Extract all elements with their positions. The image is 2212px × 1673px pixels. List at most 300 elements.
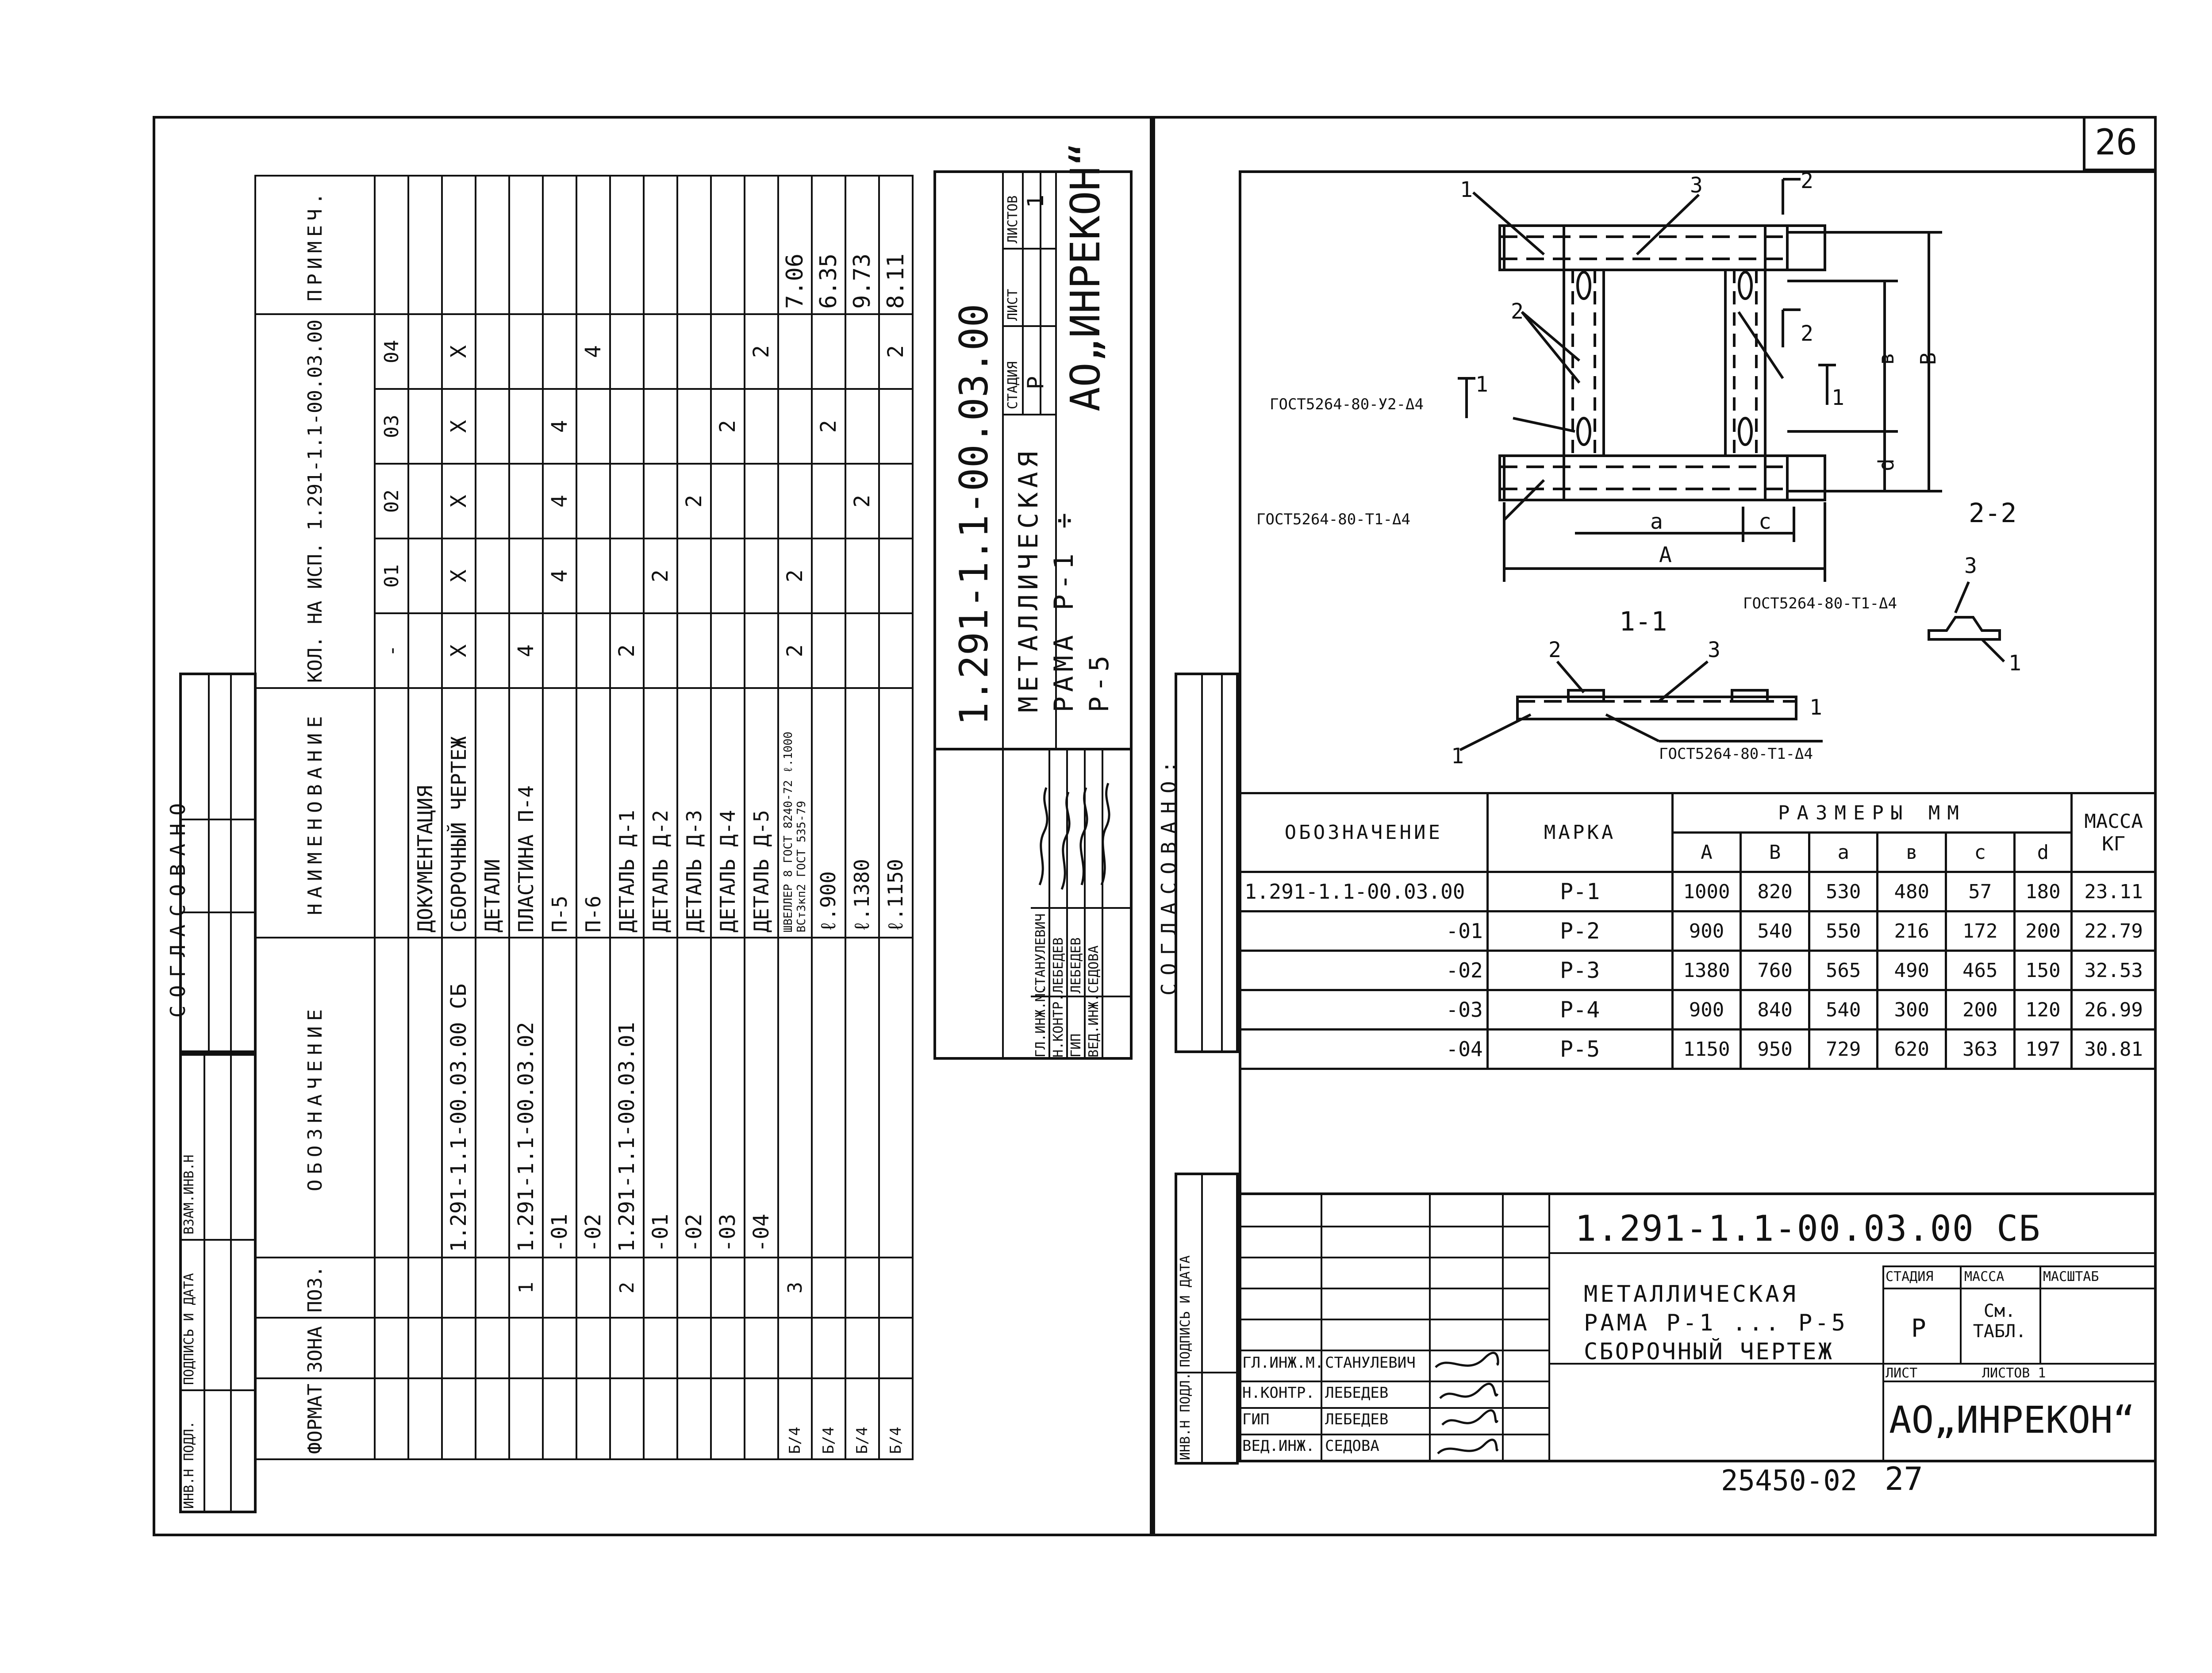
left-signer-name: ЛЕБЕДЕВ	[1068, 937, 1084, 993]
right-signer-name: ЛЕБЕДЕВ	[1325, 1384, 1389, 1402]
spec-pos	[745, 1258, 778, 1318]
spec-designation	[778, 938, 812, 1257]
right-signer-name: СТАНУЛЕВИЧ	[1325, 1354, 1416, 1372]
spec-qty: 4	[576, 314, 610, 389]
spec-designation	[812, 938, 845, 1257]
section-mark: 1	[1475, 372, 1488, 397]
spec-row	[711, 176, 745, 1459]
dim-B: В	[1916, 352, 1941, 365]
spec-designation: 1.291-1.1-00.03.01	[610, 938, 644, 1257]
dim-header-row	[1240, 793, 2156, 833]
spec-zone	[509, 1318, 543, 1378]
spec-designation	[845, 938, 879, 1257]
dim-size: 300	[1878, 990, 1946, 1030]
spec-pos	[442, 1258, 476, 1318]
spec-qty	[476, 538, 509, 613]
left-sheet-label: ЛИСТ	[1005, 288, 1021, 321]
spec-row	[845, 176, 879, 1459]
spec-qty	[879, 389, 913, 464]
spec-qty	[845, 538, 879, 613]
spec-qty	[677, 538, 711, 613]
dim-mass: 23.11	[2072, 872, 2156, 911]
bottom-channel	[1500, 456, 1787, 500]
spec-name: ДЕТАЛЬ Д-1	[610, 688, 644, 938]
spec-qty	[509, 464, 543, 538]
spec-qty	[845, 389, 879, 464]
spec-pos	[845, 1258, 879, 1318]
dim-row	[1240, 990, 2156, 1030]
dim-size: 900	[1672, 911, 1741, 951]
dim-size: 180	[2014, 872, 2072, 911]
spec-pos	[677, 1258, 711, 1318]
spec-h-zone: ЗОНА	[255, 1318, 375, 1378]
dim-mass: 32.53	[2072, 951, 2156, 990]
spec-qty: 2	[610, 613, 644, 688]
spec-name: П-5	[543, 688, 576, 938]
dim-size: 1000	[1672, 872, 1741, 911]
dim-size: 1380	[1672, 951, 1741, 990]
spec-zone	[711, 1318, 745, 1378]
spec-format: Б/4	[778, 1378, 812, 1459]
spec-qty	[476, 314, 509, 389]
dim-size: 530	[1809, 872, 1878, 911]
dim-size: 465	[1946, 951, 2014, 990]
spec-qty	[812, 613, 845, 688]
dim-size: 729	[1809, 1030, 1878, 1069]
spec-qty: 4	[543, 389, 576, 464]
spec-name: ℓ.1380	[845, 688, 879, 938]
spec-pos	[576, 1258, 610, 1318]
spec-format	[576, 1378, 610, 1459]
dim-designation: -03	[1240, 990, 1488, 1030]
right-signer-role: ВЕД.ИНЖ.	[1242, 1437, 1315, 1455]
spec-designation	[879, 938, 913, 1257]
spec-row	[812, 176, 845, 1459]
spec-row	[745, 176, 778, 1459]
left-stage-label: СТАДИЯ	[1005, 361, 1021, 409]
spec-qty: 2	[745, 314, 778, 389]
spec-qty	[644, 314, 677, 389]
spec-name: ДЕТАЛЬ Д-4	[711, 688, 745, 938]
left-signer-name: СТАНУЛЕВИЧ	[1033, 913, 1048, 993]
spec-qty	[812, 464, 845, 538]
spec-designation: -02	[677, 938, 711, 1257]
right-signer-name: ЛЕБЕДЕВ	[1325, 1411, 1389, 1428]
spec-qty-col: -	[375, 613, 408, 688]
spec-zone	[610, 1318, 644, 1378]
spec-format	[610, 1378, 644, 1459]
dim-size: 120	[2014, 990, 2072, 1030]
spec-name: ДЕТАЛЬ Д-2	[644, 688, 677, 938]
spec-format: Б/4	[879, 1378, 913, 1459]
dim-size: 200	[1946, 990, 2014, 1030]
dim-c: с	[1759, 509, 1771, 534]
spec-zone	[778, 1318, 812, 1378]
spec-designation	[408, 938, 442, 1257]
spec-note	[442, 176, 476, 314]
dim-col: А	[1672, 833, 1741, 872]
left-signer-role: Н.КОНТР.	[1051, 993, 1066, 1058]
dim-size: 216	[1878, 911, 1946, 951]
spec-qty	[509, 538, 543, 613]
spec-qty	[408, 464, 442, 538]
spec-row	[476, 176, 509, 1459]
right-scale-label: МАСШТАБ	[2043, 1269, 2099, 1285]
right-mass: См. ТАБЛ.	[1973, 1301, 2027, 1342]
left-stamp-sign: ПОДПИСЬ И ДАТА	[181, 1273, 197, 1385]
spec-designation: -02	[576, 938, 610, 1257]
right-title-line: МЕТАЛЛИЧЕСКАЯ	[1584, 1281, 1798, 1308]
dim-mark: Р-2	[1487, 911, 1672, 951]
dimension-table	[1239, 792, 2157, 1070]
right-stamp-sign: ПОДПИСЬ И ДАТА	[1178, 1255, 1193, 1367]
callout: 1	[1451, 744, 1464, 769]
left-stamp-vzam: ВЗАМ.ИНВ.Н	[181, 1154, 197, 1235]
spec-note	[509, 176, 543, 314]
spec-pos	[879, 1258, 913, 1318]
right-signer-name: СЕДОВА	[1325, 1437, 1379, 1455]
spec-pos	[476, 1258, 509, 1318]
dim-mass: 30.81	[2072, 1030, 2156, 1069]
spec-note	[576, 176, 610, 314]
dim-size: 197	[2014, 1030, 2072, 1069]
spec-format	[442, 1378, 476, 1459]
dim-size: 950	[1741, 1030, 1809, 1069]
spec-qty	[644, 464, 677, 538]
dim-size: 200	[2014, 911, 2072, 951]
spec-pos	[812, 1258, 845, 1318]
spec-qty	[576, 464, 610, 538]
dim-h-mark: МАРКА	[1487, 793, 1672, 872]
spec-qty	[745, 613, 778, 688]
dim-size: 900	[1672, 990, 1741, 1030]
spec-zone	[845, 1318, 879, 1378]
dim-mark: Р-4	[1487, 990, 1672, 1030]
spec-format	[677, 1378, 711, 1459]
spec-qty	[509, 389, 543, 464]
spec-qty: X	[442, 314, 476, 389]
dim-size: 550	[1809, 911, 1878, 951]
spec-h-note: ПРИМЕЧ.	[255, 176, 375, 314]
dim-row	[1240, 951, 2156, 990]
spec-zone	[644, 1318, 677, 1378]
dim-size: 150	[2014, 951, 2072, 990]
spec-format: Б/4	[845, 1378, 879, 1459]
right-mass-label: МАССА	[1964, 1269, 2005, 1285]
spec-note	[644, 176, 677, 314]
spec-header-row	[255, 176, 375, 1459]
spec-qty: X	[442, 538, 476, 613]
spec-format	[408, 1378, 442, 1459]
right-sheet-label: ЛИСТ	[1886, 1365, 1918, 1381]
footer-page-number: 27	[1885, 1460, 1923, 1497]
dim-row	[1240, 1030, 2156, 1069]
dim-designation: -01	[1240, 911, 1488, 951]
right-signer-role: ГИП	[1242, 1411, 1270, 1428]
spec-qty	[711, 613, 745, 688]
dim-designation: -02	[1240, 951, 1488, 990]
weld-label: ГОСТ5264-80-Т1-Δ4	[1743, 595, 1897, 612]
spec-qty	[476, 464, 509, 538]
spec-note: 7.06	[778, 176, 812, 314]
dim-row	[1240, 911, 2156, 951]
callout: 1	[1460, 177, 1473, 202]
callout: 3	[1708, 638, 1720, 662]
spec-pos: 3	[778, 1258, 812, 1318]
section-1-1-label: 1-1	[1619, 606, 1667, 637]
dim-mark: Р-1	[1487, 872, 1672, 911]
spec-designation: -03	[711, 938, 745, 1257]
spec-pos	[644, 1258, 677, 1318]
spec-h-pos: ПОЗ.	[255, 1258, 375, 1318]
left-stage: Р	[1023, 376, 1048, 389]
left-signer-role: ВЕД.ИНЖ.	[1086, 993, 1102, 1058]
spec-qty: 2	[879, 314, 913, 389]
spec-qty	[745, 464, 778, 538]
spec-row	[778, 176, 812, 1459]
spec-format	[543, 1378, 576, 1459]
spec-name: ДЕТАЛЬ Д-5	[745, 688, 778, 938]
spec-zone	[476, 1318, 509, 1378]
spec-row	[644, 176, 677, 1459]
spec-subheader-row	[375, 176, 408, 1459]
spec-note	[476, 176, 509, 314]
left-signer-name: СЕДОВА	[1086, 945, 1102, 993]
dim-size: 57	[1946, 872, 2014, 911]
left-signer-name: ЛЕБЕДЕВ	[1051, 937, 1066, 993]
section-mark: 2	[1801, 321, 1813, 346]
spec-qty	[845, 613, 879, 688]
right-signatures	[1431, 1350, 1502, 1462]
spec-qty	[610, 314, 644, 389]
spec-h-name: НАИМЕНОВАНИЕ	[255, 688, 375, 938]
spec-qty: 2	[778, 613, 812, 688]
right-doc-number: 1.291-1.1-00.03.00 СБ	[1575, 1208, 2041, 1249]
spec-qty	[677, 389, 711, 464]
spec-zone	[812, 1318, 845, 1378]
weld-label: ГОСТ5264-80-Т1-Δ4	[1256, 511, 1410, 528]
right-stage: Р	[1911, 1314, 1926, 1343]
spec-qty	[543, 314, 576, 389]
spec-qty: X	[442, 613, 476, 688]
spec-qty	[745, 538, 778, 613]
spec-row	[610, 176, 644, 1459]
dim-size: 840	[1741, 990, 1809, 1030]
spec-note	[745, 176, 778, 314]
spec-pos	[543, 1258, 576, 1318]
spec-zone	[442, 1318, 476, 1378]
spec-qty	[408, 613, 442, 688]
spec-qty	[778, 389, 812, 464]
archive-number: 25450-02	[1721, 1465, 1858, 1497]
section-2-2-label: 2-2	[1969, 498, 2017, 529]
spec-zone	[677, 1318, 711, 1378]
left-signatures	[1031, 752, 1133, 903]
dim-d: d	[1874, 458, 1899, 471]
spec-name: ДОКУМЕНТАЦИЯ	[408, 688, 442, 938]
right-soglasovano-label: СОГЛАСОВАНО:	[1157, 753, 1181, 996]
right-signer-role: Н.КОНТР.	[1242, 1384, 1315, 1402]
right-title-line: РАМА Р-1 ... Р-5	[1584, 1310, 1848, 1336]
dim-row	[1240, 872, 2156, 911]
spec-qty	[610, 389, 644, 464]
callout: 2	[1548, 638, 1561, 662]
dim-size: 540	[1809, 990, 1878, 1030]
spec-table-wrap	[254, 175, 914, 1460]
spec-qty	[644, 389, 677, 464]
dim-size: 820	[1741, 872, 1809, 911]
section-mark: 1	[1832, 385, 1844, 410]
spec-zone	[879, 1318, 913, 1378]
spec-qty-col: 02	[375, 464, 408, 538]
spec-qty: 2	[677, 464, 711, 538]
spec-qty	[408, 314, 442, 389]
spec-qty	[778, 314, 812, 389]
spec-designation: -01	[644, 938, 677, 1257]
dim-a: а	[1650, 509, 1663, 534]
callout: 3	[1690, 173, 1703, 198]
dim-size: 480	[1878, 872, 1946, 911]
spec-format	[644, 1378, 677, 1459]
spec-note	[408, 176, 442, 314]
spec-row	[879, 176, 913, 1459]
dim-designation: -04	[1240, 1030, 1488, 1069]
spec-qty	[711, 464, 745, 538]
spec-qty	[610, 538, 644, 613]
left-sheets: 1	[1023, 194, 1048, 208]
spec-qty	[812, 314, 845, 389]
spec-qty	[408, 389, 442, 464]
spec-row	[677, 176, 711, 1459]
weld-label: ГОСТ5264-80-У2-Δ4	[1270, 396, 1424, 413]
right-sheets-label: ЛИСТОВ 1	[1982, 1365, 2046, 1381]
spec-qty	[845, 314, 879, 389]
spec-qty	[745, 389, 778, 464]
spec-qty	[576, 538, 610, 613]
dim-col: В	[1741, 833, 1809, 872]
spec-qty	[408, 538, 442, 613]
dim-size: 490	[1878, 951, 1946, 990]
section-mark: 2	[1801, 170, 1813, 193]
dim-col: а	[1809, 833, 1878, 872]
spec-row	[576, 176, 610, 1459]
right-signer-role: ГЛ.ИНЖ.М.	[1242, 1354, 1324, 1372]
spec-qty	[509, 314, 543, 389]
left-soglasovano-box	[179, 673, 257, 1053]
left-stamp-inv: ИНВ.Н ПОДЛ.	[181, 1421, 197, 1509]
spec-qty	[644, 613, 677, 688]
spec-qty	[711, 314, 745, 389]
dim-size: 1150	[1672, 1030, 1741, 1069]
spec-qty-col: 03	[375, 389, 408, 464]
spec-qty	[576, 389, 610, 464]
dim-mark: Р-3	[1487, 951, 1672, 990]
page-number: 26	[2095, 122, 2138, 163]
dim-A: А	[1659, 542, 1672, 567]
spec-note	[610, 176, 644, 314]
frame-assembly-drawing	[1239, 170, 2157, 790]
spec-qty	[711, 538, 745, 613]
dim-size: 172	[1946, 911, 2014, 951]
dim-h-designation: ОБОЗНАЧЕНИЕ	[1240, 793, 1488, 872]
spec-name: ШВЕЛЛЕР 8 ГОСТ 8240-72 ℓ.1000 ВСт3кп2 ГОСТ 535-79	[778, 688, 812, 938]
dim-mark: Р-5	[1487, 1030, 1672, 1069]
left-signer-role: ГЛ.ИНЖ.М.	[1033, 985, 1048, 1058]
callout: 2	[1511, 299, 1524, 324]
spec-note: 9.73	[845, 176, 879, 314]
spec-qty: 4	[543, 464, 576, 538]
left-title: МЕТАЛЛИЧЕСКАЯ РАМА Р-1 ÷ Р-5	[1013, 447, 1115, 712]
spec-qty	[476, 613, 509, 688]
dim-h-sizes: РАЗМЕРЫ ММ	[1672, 793, 2072, 833]
spec-qty-col: 01	[375, 538, 408, 613]
dim-mass: 26.99	[2072, 990, 2156, 1030]
spec-qty	[677, 314, 711, 389]
spec-qty	[778, 464, 812, 538]
spec-note	[543, 176, 576, 314]
spec-format	[509, 1378, 543, 1459]
spec-name: СБОРОЧНЫЙ ЧЕРТЕЖ	[442, 688, 476, 938]
right-stamp-inv: ИНВ.Н ПОДЛ.	[1178, 1372, 1193, 1460]
spec-zone	[745, 1318, 778, 1378]
dim-mass: 22.79	[2072, 911, 2156, 951]
spec-format	[745, 1378, 778, 1459]
spec-note: 8.11	[879, 176, 913, 314]
dim-size: 620	[1878, 1030, 1946, 1069]
spec-row	[543, 176, 576, 1459]
spec-zone	[576, 1318, 610, 1378]
spec-qty: X	[442, 464, 476, 538]
dim-size: 363	[1946, 1030, 2014, 1069]
spec-qty	[879, 464, 913, 538]
spec-qty	[476, 389, 509, 464]
spec-qty: X	[442, 389, 476, 464]
dim-size: 565	[1809, 951, 1878, 990]
spec-designation: -04	[745, 938, 778, 1257]
spec-h-format: ФОРМАТ	[255, 1378, 375, 1459]
right-soglasovano-box	[1175, 673, 1239, 1053]
left-sheets-label: ЛИСТОВ	[1005, 195, 1021, 243]
spec-qty: 2	[644, 538, 677, 613]
spec-qty-col: 04	[375, 314, 408, 389]
left-company: АО„ИНРЕКОН“	[1062, 142, 1109, 412]
spec-qty: 2	[845, 464, 879, 538]
spec-qty	[879, 613, 913, 688]
spec-table	[254, 175, 914, 1460]
spec-row	[509, 176, 543, 1459]
right-stage-label: СТАДИЯ	[1886, 1269, 1934, 1285]
spec-name: ПЛАСТИНА П-4	[509, 688, 543, 938]
spec-designation: 1.291-1.1-00.03.02	[509, 938, 543, 1257]
spec-name: ДЕТАЛИ	[476, 688, 509, 938]
dim-col: d	[2014, 833, 2072, 872]
spec-note	[711, 176, 745, 314]
weld-label: ГОСТ5264-80-Т1-Δ4	[1659, 745, 1813, 763]
spec-zone	[543, 1318, 576, 1378]
spec-row	[408, 176, 442, 1459]
dim-designation: 1.291-1.1-00.03.00	[1240, 872, 1488, 911]
spec-name: ДЕТАЛЬ Д-3	[677, 688, 711, 938]
spec-qty: 4	[543, 538, 576, 613]
dim-b: в	[1874, 352, 1899, 365]
spec-qty	[576, 613, 610, 688]
spec-zone	[408, 1318, 442, 1378]
spec-pos	[711, 1258, 745, 1318]
spec-pos: 2	[610, 1258, 644, 1318]
dim-h-mass: МАССА КГ	[2072, 793, 2156, 872]
spec-designation: -01	[543, 938, 576, 1257]
dim-col: в	[1878, 833, 1946, 872]
